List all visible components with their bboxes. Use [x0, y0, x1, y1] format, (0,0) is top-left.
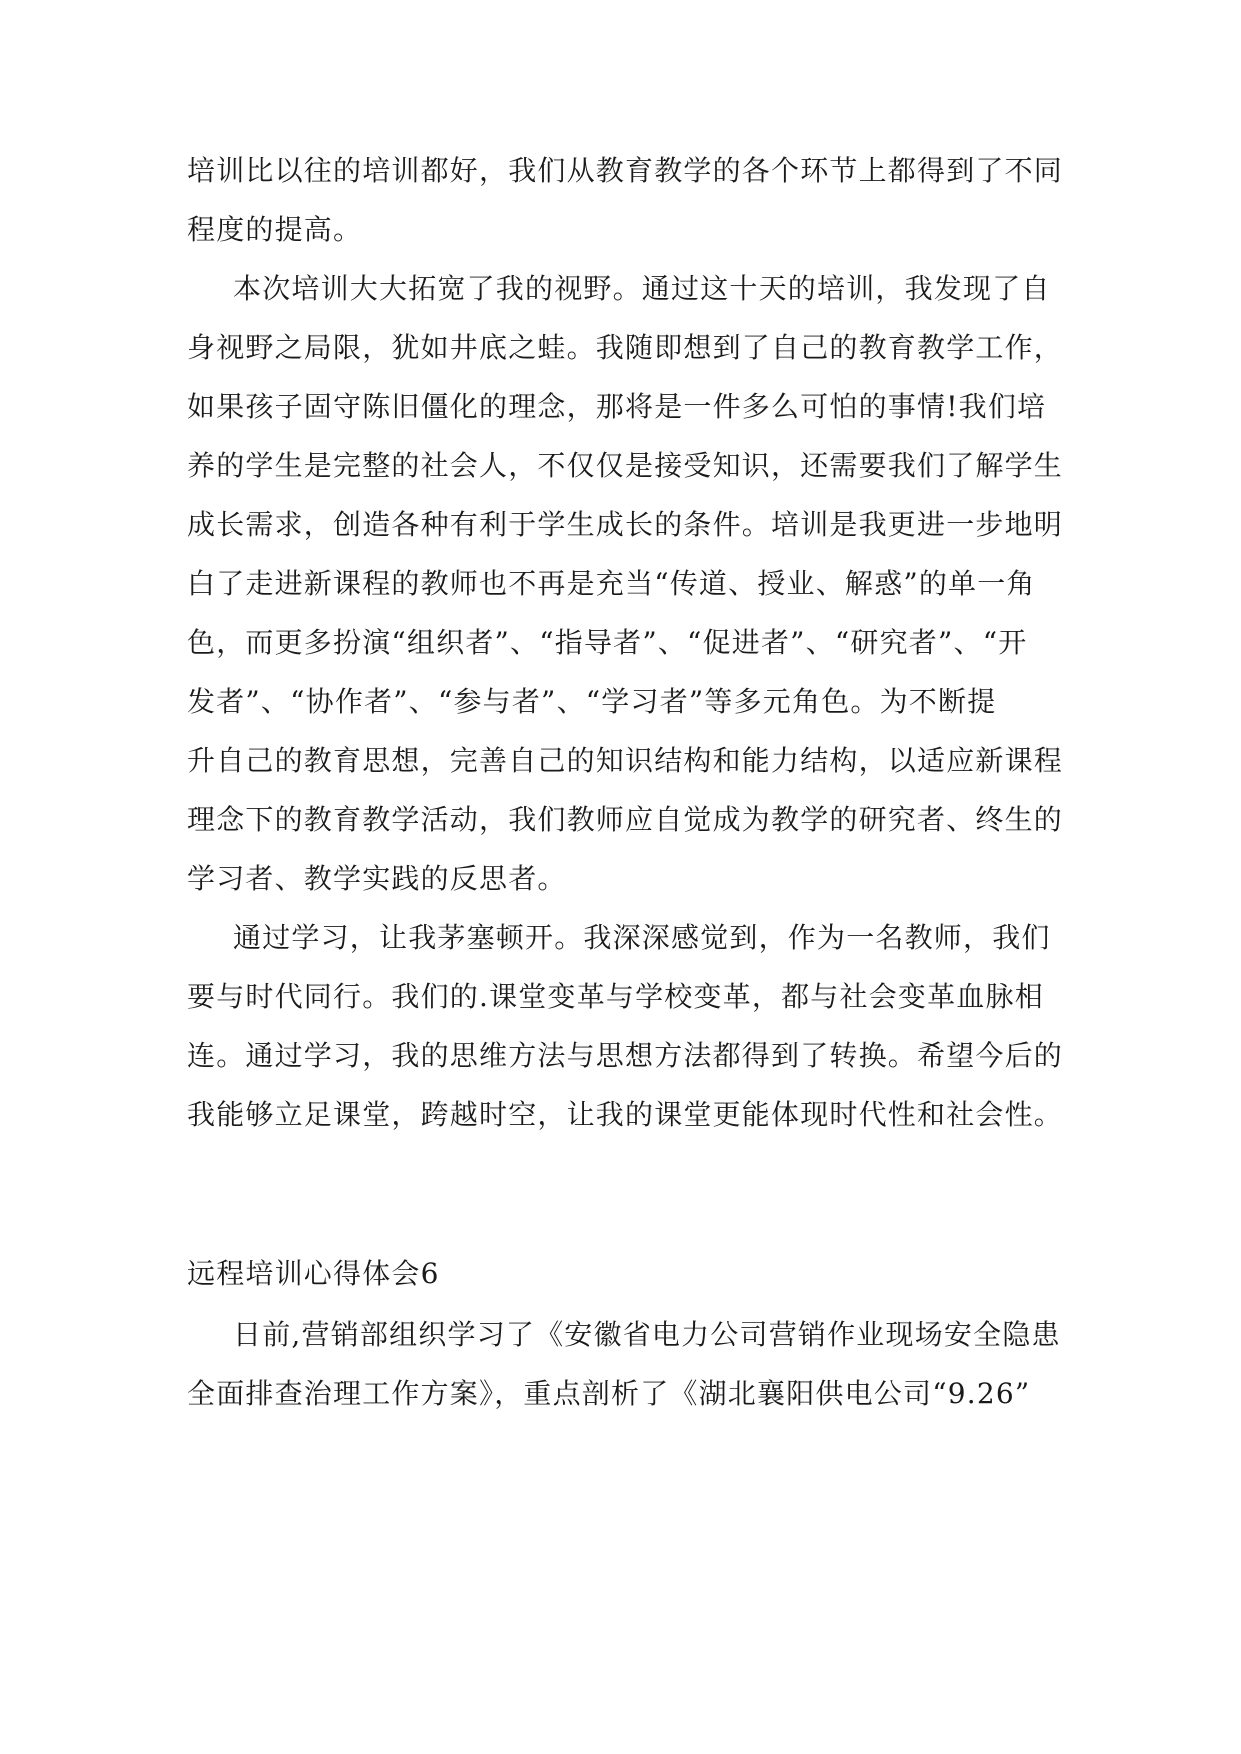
text-line: 程度的提高。: [187, 213, 363, 246]
text-line: 白了走进新课程的教师也不再是充当“传道、授业、解惑”的单一角: [187, 567, 1036, 600]
text-line: 要与时代同行。我们的.课堂变革与学校变革，都与社会变革血脉相: [187, 980, 1044, 1013]
section-heading: 远程培训心得体会6: [187, 1257, 440, 1290]
text-line: 升自己的教育思想，完善自己的知识结构和能力结构，以适应新课程: [187, 744, 1064, 777]
text-line: 理念下的教育教学活动，我们教师应自觉成为教学的研究者、终生的: [187, 803, 1064, 836]
text-line: 身视野之局限，犹如井底之蛙。我随即想到了自己的教育教学工作，: [187, 331, 1064, 364]
text-line: 学习者、教学实践的反思者。: [187, 862, 567, 895]
text-line: 全面排查治理工作方案》，重点剖析了《湖北襄阳供电公司“9.26”: [187, 1377, 1031, 1410]
text-line: 如果孩子固守陈旧僵化的理念，那将是一件多么可怕的事情!我们培: [187, 390, 1047, 423]
text-line: 成长需求，创造各种有利于学生成长的条件。培训是我更进一步地明: [187, 508, 1064, 541]
text-line: 通过学习，让我茅塞顿开。我深深感觉到，作为一名教师，我们: [233, 921, 1051, 954]
text-line: 日前,营销部组织学习了《安徽省电力公司营销作业现场安全隐患: [233, 1318, 1061, 1351]
text-line: 本次培训大大拓宽了我的视野。通过这十天的培训，我发现了自: [233, 272, 1051, 305]
text-line: 养的学生是完整的社会人，不仅仅是接受知识，还需要我们了解学生: [187, 449, 1064, 482]
text-line: 发者”、“协作者”、“参与者”、“学习者”等多元角色。为不断提: [187, 685, 997, 718]
text-line: 培训比以往的培训都好，我们从教育教学的各个环节上都得到了不同: [187, 154, 1064, 187]
text-line: 色，而更多扮演“组织者”、“指导者”、“促进者”、“研究者”、“开: [187, 626, 1028, 659]
text-line: 我能够立足课堂，跨越时空，让我的课堂更能体现时代性和社会性。: [187, 1098, 1064, 1131]
text-line: 连。通过学习，我的思维方法与思想方法都得到了转换。希望今后的: [187, 1039, 1064, 1072]
